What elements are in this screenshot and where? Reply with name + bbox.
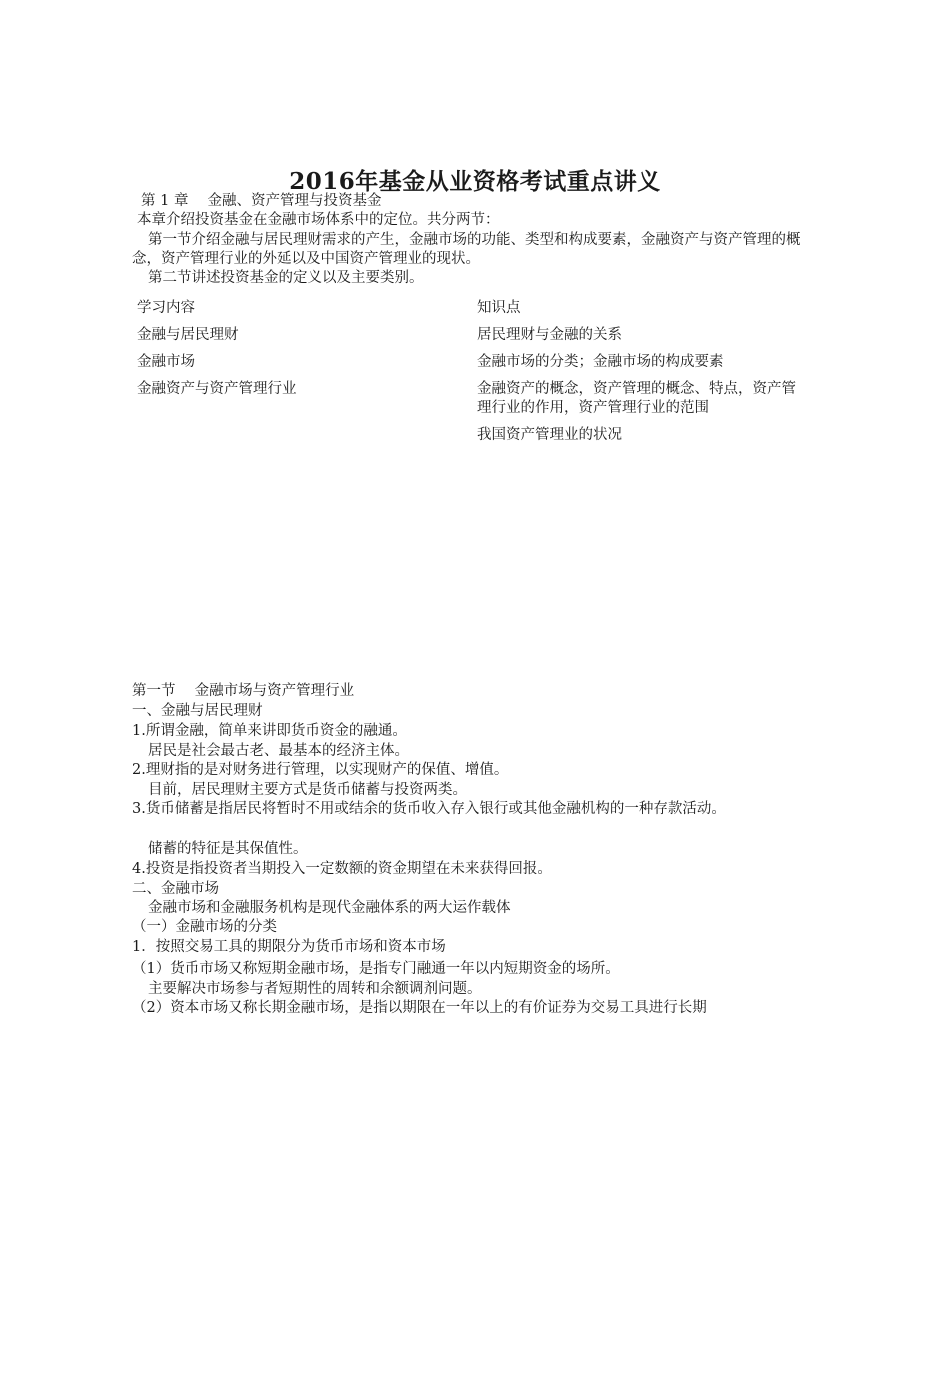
table-header-row — [137, 299, 837, 318]
body-line: 1．按照交易工具的期限分为货币市场和资本市场 — [132, 939, 446, 955]
table-row — [137, 426, 837, 445]
study-content-table — [137, 299, 837, 453]
table-cell: 金融市场 — [137, 354, 195, 370]
subsection-heading: 二、金融市场 — [132, 881, 219, 897]
table-cell: 我国资产管理业的状况 — [477, 427, 622, 443]
intro-paragraph-2: 第一节介绍金融与居民理财需求的产生，金融市场的功能、类型和构成要素，金融资产与资产管理的概念，资产管理行业的外延以及中国资产管理业的现状。 — [132, 232, 801, 267]
body-line: 主要解决市场参与者短期性的周转和余额调剂问题。 — [148, 981, 482, 997]
table-cell: 金融与居民理财 — [137, 327, 239, 343]
table-header-cell: 学习内容 — [137, 300, 195, 316]
table-cell: 金融市场的分类；金融市场的构成要素 — [477, 354, 724, 370]
body-line: 4.投资是指投资者当期投入一定数额的资金期望在未来获得回报。 — [132, 861, 552, 877]
intro-paragraph-3: 第二节讲述投资基金的定义以及主要类别。 — [148, 270, 424, 286]
table-cell — [137, 426, 477, 445]
chapter-heading: 第 1 章 金融、资产管理与投资基金 — [141, 193, 382, 209]
body-line: 目前，居民理财主要方式是货币储蓄与投资两类。 — [148, 782, 467, 798]
body-line: 3.货币储蓄是指居民将暂时不用或结余的货币收入存入银行或其他金融机构的一种存款活动。 — [132, 801, 726, 817]
subsection-heading: 一、金融与居民理财 — [132, 703, 263, 719]
body-line: 1.所谓金融，简单来讲即货币资金的融通。 — [132, 723, 407, 739]
table-cell: 金融资产的概念，资产管理的概念、特点，资产管理行业的作用，资产管理行业的范围 — [477, 381, 796, 416]
body-line: （1）货币市场又称短期金融市场，是指专门融通一年以内短期资金的场所。 — [132, 961, 620, 977]
table-row — [137, 380, 837, 418]
body-line: 2.理财指的是对财务进行管理，以实现财产的保值、增值。 — [132, 762, 509, 778]
table-cell: 金融资产与资产管理行业 — [137, 381, 297, 397]
table-row — [137, 326, 837, 345]
body-line: 居民是社会最古老、最基本的经济主体。 — [148, 743, 409, 759]
table-row — [137, 353, 837, 372]
document-title: 2016年基金从业资格考试重点讲义 — [289, 168, 661, 195]
subsection-heading: （一）金融市场的分类 — [132, 919, 277, 935]
table-header-cell: 知识点 — [477, 300, 521, 316]
section-heading: 第一节 金融市场与资产管理行业 — [132, 683, 355, 699]
table-cell: 居民理财与金融的关系 — [477, 327, 622, 343]
intro-paragraph-1: 本章介绍投资基金在金融市场体系中的定位。共分两节： — [137, 212, 500, 228]
body-line: 金融市场和金融服务机构是现代金融体系的两大运作载体 — [148, 900, 511, 916]
body-line: （2）资本市场又称长期金融市场，是指以期限在一年以上的有价证券为交易工具进行长期 — [132, 1000, 707, 1016]
body-line: 储蓄的特征是其保值性。 — [148, 841, 308, 857]
